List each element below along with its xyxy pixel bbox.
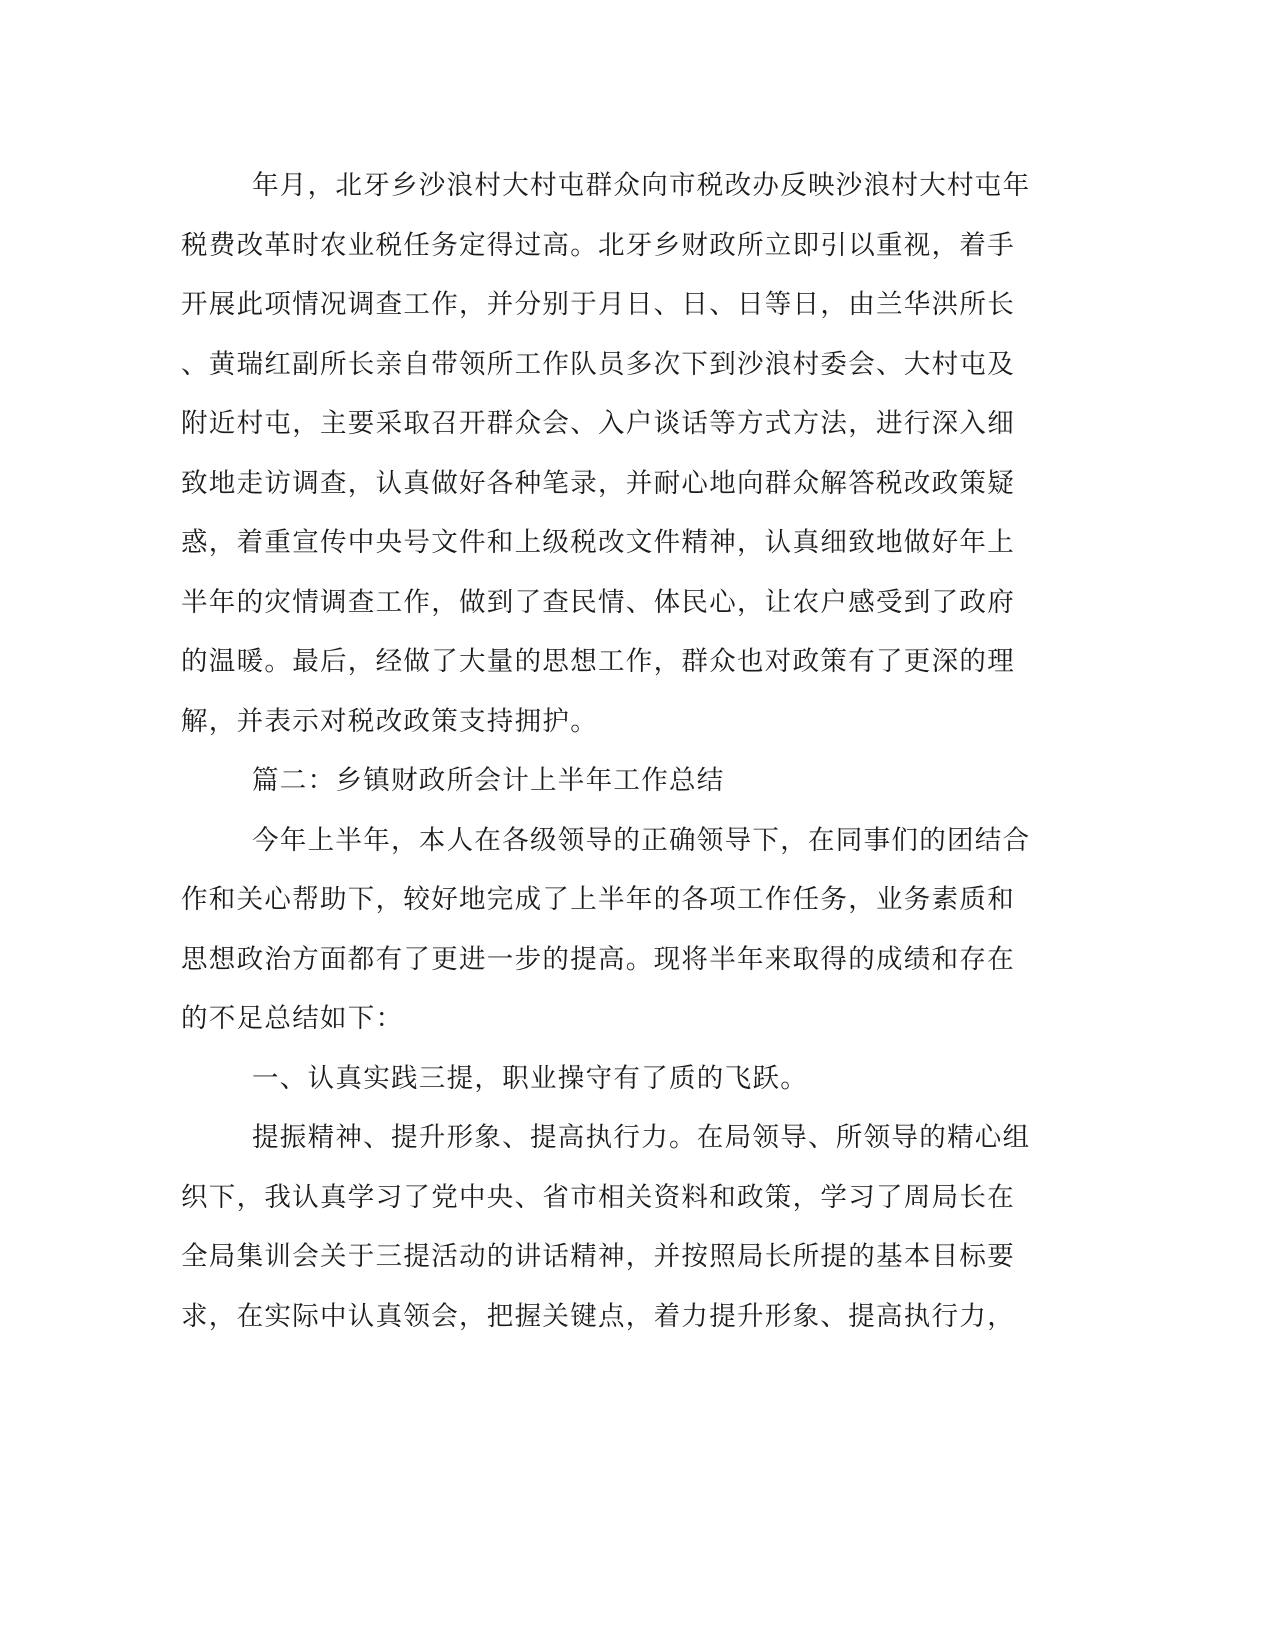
text-line: 全局集训会关于三提活动的讲话精神，并按照局长所提的基本目标要 (181, 1241, 1015, 1272)
text-line: 附近村屯，主要采取召开群众会、入户谈话等方式方法，进行深入细 (181, 408, 1015, 439)
text-line: 惑，着重宣传中央号文件和上级税改文件精神，认真细致地做好年上 (181, 527, 1015, 558)
document-body (181, 156, 1031, 1346)
text-line: 致地走访调查，认真做好各种笔录，并耐心地向群众解答税改政策疑 (181, 467, 1015, 499)
text-line: 的不足总结如下： (181, 1003, 404, 1034)
text-line: 的温暖。最后，经做了大量的思想工作，群众也对政策有了更深的理 (181, 646, 1015, 677)
text-line: 思想政治方面都有了更进一步的提高。现将半年来取得的成绩和存在 (181, 943, 1015, 975)
text-line: 年月，北牙乡沙浪村大村屯群众向市税改办反映沙浪村大村屯年 (252, 170, 1031, 201)
text-line: 提振精神、提升形象、提高执行力。在局领导、所领导的精心组 (252, 1122, 1031, 1153)
text-line: 开展此项情况调查工作，并分别于月日、日、日等日，由兰华洪所长 (181, 289, 1015, 320)
text-line: 半年的灾情调查工作，做到了查民情、体民心，让农户感受到了政府 (181, 586, 1015, 618)
text-line: 织下，我认真学习了党中央、省市相关资料和政策，学习了周局长在 (181, 1181, 1015, 1213)
text-line: 今年上半年，本人在各级领导的正确领导下，在同事们的团结合 (252, 824, 1031, 856)
text-line: 解，并表示对税改政策支持拥护。 (181, 705, 598, 737)
text-line: 作和关心帮助下，较好地完成了上半年的各项工作任务，业务素质和 (181, 884, 1015, 915)
text-line: 税费改革时农业税任务定得过高。北牙乡财政所立即引以重视，着手 (181, 229, 1015, 261)
section-heading: 篇二：乡镇财政所会计上半年工作总结 (252, 765, 725, 796)
text-line: 、黄瑞红副所长亲自带领所工作队员多次下到沙浪村委会、大村屯及 (181, 348, 1015, 380)
subsection-heading: 一、认真实践三提，职业操守有了质的飞跃。 (252, 1062, 808, 1094)
text-line: 求，在实际中认真领会，把握关键点，着力提升形象、提高执行力， (181, 1300, 1015, 1332)
